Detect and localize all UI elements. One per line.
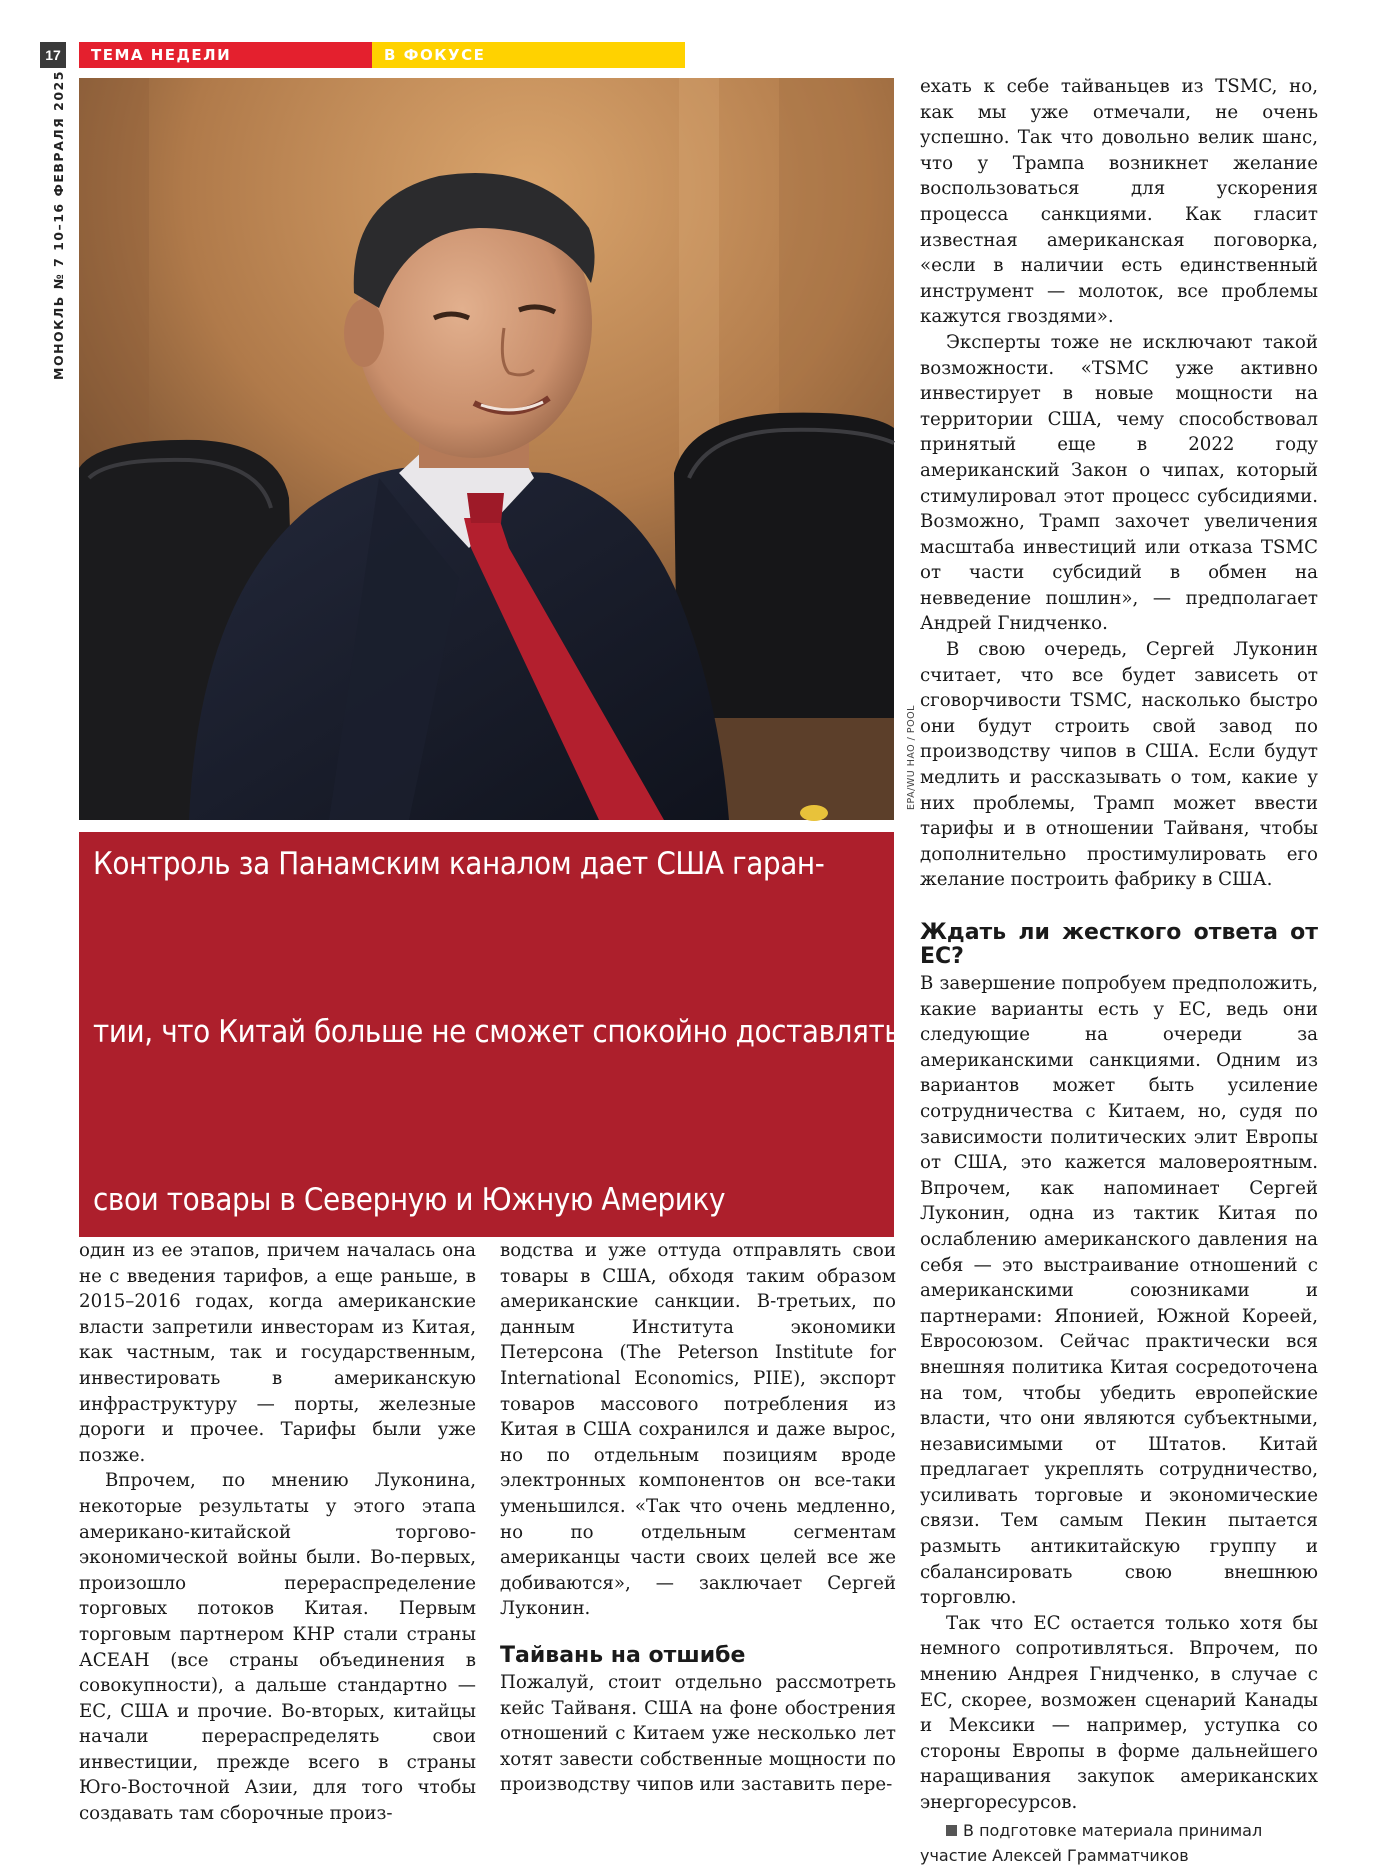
contributor-note: [920, 1818, 1318, 1868]
section-heading: Тайвань на отшибе: [500, 1642, 746, 1668]
paragraph: В завершение попробуем предположить, какие варианты есть у ЕС, ведь они следующие на очереди за американскими санкциями. Одним из вариантов может быть усиление сотрудничества с Китаем, но, судя по зависимости политических элит Европы от США, это кажется маловероятным. Впрочем, как напоминает Сергей Луконин, одна из тактик Китая по ослаблению американского давления на себя — это выстраивание отношений с американскими союзниками и партнерами: Японией, Южной Кореей, Евросоюзом. Сейчас практически вся внешняя политика Китая сосредоточена на том, чтобы убедить европейские власти, что они являются субъектными, независимыми от Штатов. Китай предлагает укреплять сотрудничество, усиливать торговые и экономические связи. Тем самым Пекин пытается размыть антикитайскую группу и сбалансировать свою внешнюю торговлю.: [920, 973, 1318, 1609]
bullet-square-icon: [946, 1825, 957, 1836]
pull-quote: [79, 832, 901, 1237]
paragraph: Эксперты тоже не исключают такой возможности. «TSMC уже активно инвестирует в новые мощности на территории США, чему способствовал принятый еще в 2022 году американский Закон о чипах, который стимулировал этот процесс субсидиями. Возможно, Трамп захочет увеличения масштаба инвестиций или отказа TSMC от части субсидий в обмен на невведение пошлин», — предполагает Андрей Гнидченко.: [920, 331, 1318, 635]
article-column-2: [500, 1238, 896, 1798]
rubric-subsection-label: В ФОКУСЕ: [372, 42, 685, 68]
paragraph: В свою очередь, Сергей Луконин считает, что все будет зависеть от сговорчивости TSMC, насколько быстро они будут строить свой завод по производству чипов в США. Если будут медлить и рассказывать о том, какие у них проблемы, Трамп может ввести тарифы и в отношении Тайваня, чтобы дополнительно простимулировать его желание построить фабрику в США.: [920, 639, 1318, 891]
article-column-1: [79, 1238, 476, 1827]
photo-credit: EPA/WU HAO / POOL: [906, 705, 917, 810]
pull-quote-line: тии, что Китай больше не сможет спокойно доставлять: [93, 1014, 901, 1050]
pull-quote-line: свои товары в Северную и Южную Америку: [93, 1182, 726, 1218]
issue-info-text: МОНОКЛЬ № 7 10–16 ФЕВРАЛЯ 2025: [51, 70, 66, 380]
paragraph: ехать к себе тайваньцев из TSMC, но, как мы уже отмечали, не очень успешно. Так что довольно велик шанс, что у Трампа возникнет желание воспользоваться для ускорения процесса санкциями. Как гласит известная американская поговорка, «если в наличии есть единственный инструмент — молоток, все проблемы кажутся гвоздями».: [920, 76, 1318, 328]
issue-info: [42, 70, 68, 380]
page-number: 17: [40, 42, 66, 68]
paragraph: Пожалуй, стоит отдельно рассмотреть кейс Тайваня. США на фоне обострения отношений с Китаем уже несколько лет хотят завести собственные мощности по производству чипов или заставить пере-: [500, 1671, 896, 1796]
paragraph: Впрочем, по мнению Луконина, некоторые результаты у этого этапа американо-китайской торгово-экономической войны были. Во-первых, произошло перераспределение торговых потоков Китая. Первым торговым партнером КНР стали страны АСЕАН (все страны объединения в совокупности), а дальше стандартно — ЕС, США и прочие. Во-вторых, китайцы начали перераспределять свои инвестиции, прежде всего в страны Юго-Восточной Азии, для того чтобы создавать там сборочные произ-: [79, 1470, 476, 1825]
paragraph: один из ее этапов, причем началась она не с введения тарифов, а еще раньше, в 2015–2016 годах, когда американские власти запретили инвесторам из Китая, как частным, так и государственным, инвестировать в американскую инфраструктуру — порты, железные дороги и прочее. Тарифы были уже позже.: [79, 1240, 476, 1466]
section-heading: Ждать ли жесткого ответа от ЕС?: [920, 920, 1318, 969]
paragraph: Так что ЕС остается только хотя бы немного сопротивляться. Впрочем, по мнению Андрея Гнидченко, в случае с ЕС, скорее, возможен сценарий Канады и Мексики — например, уступка со стороны Европы в форме дальнейшего наращивания закупок американских энергоресурсов.: [920, 1612, 1318, 1813]
photo-illustration: [79, 78, 894, 820]
pull-quote-line: Контроль за Панамским каналом дает США гаран-: [93, 846, 825, 882]
article-photo: [79, 78, 894, 820]
rubric-section-label: ТЕМА НЕДЕЛИ: [79, 42, 372, 68]
paragraph: водства и уже оттуда отправлять свои товары в США, обходя таким образом американские санкции. В-третьих, по данным Института экономики Петерсона (The Peterson Institute for International Economics, PIIE), экспорт товаров массового потребления из Китая в США сохранился и даже вырос, но по отдельным позициям вроде электронных компонентов он все-таки уменьшился. «Так что очень медленно, но по отдельным сегментам американцы части своих целей все же добиваются», — заключает Сергей Луконин.: [500, 1240, 896, 1620]
contributor-note-text: В подготовке материала принимал участие Алексей Грамматчиков: [920, 1820, 1263, 1865]
article-column-3: [920, 74, 1318, 1868]
